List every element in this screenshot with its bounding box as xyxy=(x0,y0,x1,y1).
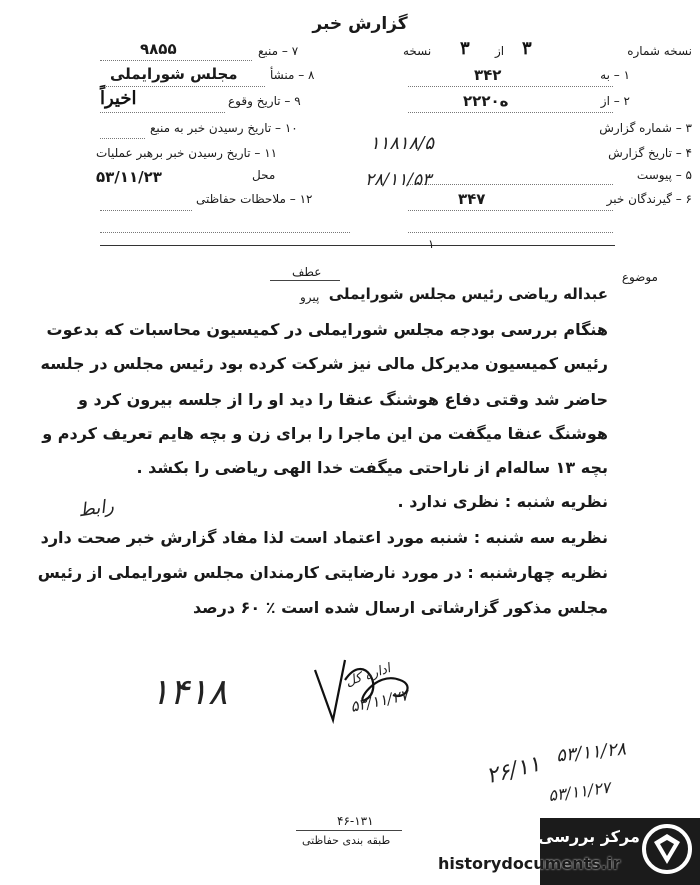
signature-date: ۵۳/۱۱/۲۷ xyxy=(348,686,410,716)
copy-total-value: ۳ xyxy=(460,38,470,59)
location-date-value: ۵۳/۱۱/۲۳ xyxy=(96,168,162,186)
report-date-label: ۴ – تاریخ گزارش xyxy=(608,146,692,160)
body-line: رئیس کمیسیون مدیرکل مالی نیز شرکت کرده بود رئیس مجلس در جلسه xyxy=(40,354,608,373)
subject-label: موضوع xyxy=(621,270,658,284)
report-title: گزارش خبر xyxy=(312,14,408,34)
body-line: هنگام بررسی بودجه مجلس شورایملی در کمیسیون محاسبات که بدعوت xyxy=(46,320,608,339)
opinion-line: نظریه سه شنبه : شنبه مورد اعتماد است لذا مفاد گزارش خبر صحت دارد xyxy=(40,528,608,547)
peyro-label: پیرو xyxy=(300,290,320,304)
body-line: حاضر شد وقتی دفاع هوشنگ عنقا را دید او را از جلسه بیرون کرد و xyxy=(78,390,608,409)
news-to-source-date-label: ۱۰ – تاریخ رسیدن خبر به منبع xyxy=(150,121,298,135)
attachment-label: ۵ – پیوست xyxy=(636,168,692,182)
security-notes-label: ۱۲ – ملاحظات حفاظتی xyxy=(196,192,313,206)
report-date-value: ۲۸/۱۱/۵۳ xyxy=(365,170,432,190)
header-separator xyxy=(100,245,615,246)
brand-name: مرکز بررسی اسناد تاریخی xyxy=(430,827,640,846)
signature-name: اداره کل xyxy=(343,661,393,690)
recipients-label: ۶ – گیرندگان خبر xyxy=(606,192,692,206)
brand-logo-icon xyxy=(640,822,694,876)
recipients-value: ۳۴۷ xyxy=(458,190,486,208)
signature-scribble xyxy=(305,650,445,730)
classification-label: طبقه بندی حفاظتی xyxy=(302,834,391,847)
origin-label: ۸ – منشأ xyxy=(270,68,315,82)
copy-number-value: ۳ xyxy=(522,38,532,59)
handwritten-side-note: رابط xyxy=(76,495,116,522)
source-label: ۷ – منبع xyxy=(258,44,299,58)
subject-text: عبداله ریاضی رئیس مجلس شورایملی xyxy=(328,285,608,303)
handwritten-date-low: ۲۶/۱۱ xyxy=(483,751,543,790)
separator-mark: ۱ xyxy=(428,237,435,251)
source-value: ۹۸۵۵ xyxy=(140,40,177,58)
news-to-ops-date-label: ۱۱ – تاریخ رسیدن خبر برهبر عملیات xyxy=(96,146,278,160)
footer-code: ۴۶-۱۳۱ xyxy=(337,814,374,828)
report-number-label: ۳ – شماره گزارش xyxy=(599,121,692,135)
origin-value: مجلس شورایملی xyxy=(110,65,238,83)
to-label: ۱ – به xyxy=(600,68,630,82)
copy-end-label: نسخه xyxy=(403,44,432,58)
handwritten-number: ۱۴۱۸ xyxy=(150,672,228,713)
from-label: ۲ – از xyxy=(600,94,630,108)
opinion-line: مجلس مذکور گزارشاتی ارسال شده است ٪ ۶۰ درصد xyxy=(192,598,608,617)
occurrence-date-label: ۹ – تاریخ وقوع xyxy=(228,94,301,108)
opinion-line: نظریه چهارشنبه : در مورد نارضایتی کارمندان مجلس شورایملی از رئیس xyxy=(37,563,608,582)
occurrence-date-value: اخیراً xyxy=(100,88,137,109)
handwritten-date-mid: ۵۳/۱۱/۲۸ xyxy=(555,738,628,767)
location-label: محل xyxy=(252,168,276,182)
atf-label: عطف xyxy=(292,265,322,279)
brand-url: historydocuments.ir xyxy=(438,854,621,873)
opinion-line: نظریه شنبه : نظری ندارد . xyxy=(397,492,608,511)
to-value: ۳۴۲ xyxy=(474,66,502,84)
report-number-value: ۱۱۸۱۸/۵ xyxy=(370,133,435,154)
copy-number-label: نسخه شماره xyxy=(627,44,692,58)
from-value: ۲۲ه۲۰ xyxy=(463,92,509,110)
body-line: هوشنگ عنقا میگفت من این ماجرا را برای زن و بچه هایم تعریف کردم و xyxy=(42,424,608,443)
body-line: بچه ۱۳ ساله‌ام از ناراحتی میگفت خدا الهی ریاضی را بکشد . xyxy=(136,458,608,477)
copy-of-label: از xyxy=(495,44,505,58)
handwritten-date-low2: ۵۳/۱۱/۲۷ xyxy=(546,777,612,806)
